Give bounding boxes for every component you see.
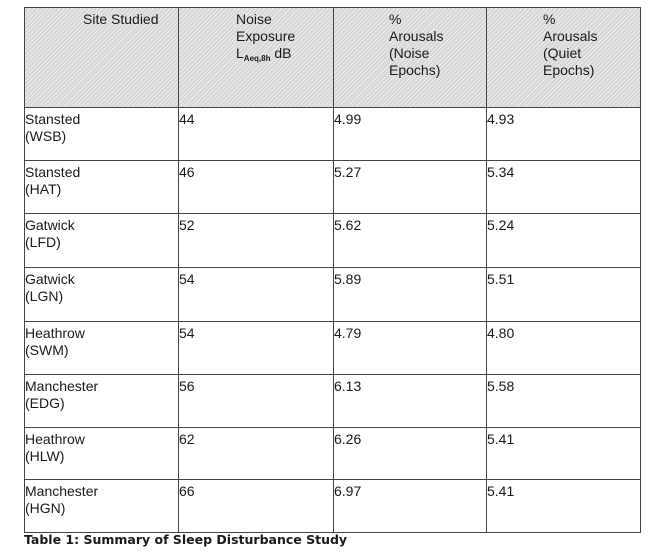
site-name: Manchester: [25, 483, 99, 499]
header-arousals-quiet-line1: %: [543, 11, 556, 27]
arousals-quiet-value: 5.41: [487, 431, 515, 447]
arousals-noise-cell: [334, 375, 487, 428]
site-name: Heathrow: [25, 325, 85, 341]
arousals-noise-value: 6.13: [334, 378, 362, 394]
table-row: [25, 322, 641, 375]
noise-value: 66: [179, 483, 195, 499]
arousals-quiet-value: 4.93: [487, 111, 515, 127]
arousals-quiet-value: 5.34: [487, 164, 515, 180]
table-row: [25, 108, 641, 161]
sleep-disturbance-table: [24, 7, 641, 533]
site-cell: [25, 214, 179, 268]
site-code: (LGN): [25, 288, 64, 304]
arousals-noise-value: 4.99: [334, 111, 362, 127]
table-row: [25, 268, 641, 322]
site-name: Gatwick: [25, 217, 75, 233]
site-code: (SWM): [25, 342, 69, 358]
site-code: (HGN): [25, 500, 66, 516]
noise-value: 56: [179, 378, 195, 394]
site-name: Stansted: [25, 111, 81, 127]
site-code: (EDG): [25, 395, 65, 411]
header-site-label: Site Studied: [83, 11, 159, 27]
header-site-studied: [25, 8, 179, 108]
noise-value: 46: [179, 164, 195, 180]
header-noise-line1: Noise: [236, 11, 272, 27]
noise-cell: [179, 322, 334, 375]
arousals-quiet-cell: [487, 375, 641, 428]
noise-cell: [179, 428, 334, 480]
arousals-quiet-value: 5.58: [487, 378, 515, 394]
header-arousals-noise-line2: Arousals: [389, 28, 444, 44]
arousals-noise-cell: [334, 428, 487, 480]
table-header: [25, 8, 641, 108]
header-arousals-noise-line3: (Noise: [389, 45, 430, 61]
arousals-quiet-cell: [487, 214, 641, 268]
table-row: [25, 214, 641, 268]
arousals-quiet-cell: [487, 480, 641, 533]
site-code: (HAT): [25, 181, 62, 197]
site-cell: [25, 480, 179, 533]
arousals-noise-cell: [334, 268, 487, 322]
site-name: Gatwick: [25, 271, 75, 287]
arousals-quiet-value: 5.41: [487, 483, 515, 499]
table-caption: Table 1: Summary of Sleep Disturbance Study: [24, 532, 348, 547]
arousals-quiet-value: 5.51: [487, 271, 515, 287]
table-row: [25, 161, 641, 214]
arousals-quiet-cell: [487, 268, 641, 322]
arousals-noise-value: 6.26: [334, 431, 362, 447]
site-name: Manchester: [25, 378, 99, 394]
site-code: (LFD): [25, 234, 61, 250]
arousals-noise-value: 6.97: [334, 483, 362, 499]
header-arousals-noise-line1: %: [389, 11, 402, 27]
arousals-noise-cell: [334, 480, 487, 533]
noise-cell: [179, 480, 334, 533]
arousals-noise-cell: [334, 322, 487, 375]
table-body: [25, 108, 641, 533]
site-cell: [25, 428, 179, 480]
header-noise-line3: [236, 45, 333, 62]
header-noise-exposure: [179, 8, 334, 108]
site-cell: [25, 322, 179, 375]
arousals-quiet-value: 5.24: [487, 217, 515, 233]
header-noise-symbol: L: [236, 45, 244, 61]
arousals-noise-value: 5.27: [334, 164, 362, 180]
site-cell: [25, 375, 179, 428]
header-arousals-noise-epochs: [334, 8, 487, 108]
arousals-noise-cell: [334, 108, 487, 161]
noise-cell: [179, 375, 334, 428]
header-arousals-quiet-epochs: [487, 8, 641, 108]
arousals-noise-value: 5.62: [334, 217, 362, 233]
site-code: (WSB): [25, 128, 67, 144]
table-row: [25, 375, 641, 428]
arousals-quiet-cell: [487, 322, 641, 375]
noise-value: 62: [179, 431, 195, 447]
site-name: Heathrow: [25, 431, 85, 447]
site-cell: [25, 268, 179, 322]
header-noise-subscript: Aeq,8h: [243, 54, 271, 63]
arousals-noise-value: 5.89: [334, 271, 362, 287]
header-noise-unit: dB: [270, 45, 292, 61]
arousals-noise-cell: [334, 214, 487, 268]
noise-value: 44: [179, 111, 195, 127]
header-arousals-noise-line4: Epochs): [389, 62, 441, 78]
site-code: (HLW): [25, 448, 65, 464]
arousals-noise-value: 4.79: [334, 325, 362, 341]
noise-cell: [179, 161, 334, 214]
noise-value: 52: [179, 217, 195, 233]
site-cell: [25, 161, 179, 214]
arousals-noise-cell: [334, 161, 487, 214]
header-noise-line2: Exposure: [236, 28, 296, 44]
noise-cell: [179, 214, 334, 268]
site-cell: [25, 108, 179, 161]
arousals-quiet-cell: [487, 108, 641, 161]
table-row: [25, 428, 641, 480]
noise-cell: [179, 268, 334, 322]
table-row: [25, 480, 641, 533]
header-arousals-quiet-line3: (Quiet: [543, 45, 582, 61]
header-row: [25, 8, 641, 108]
arousals-quiet-cell: [487, 428, 641, 480]
noise-cell: [179, 108, 334, 161]
arousals-quiet-value: 4.80: [487, 325, 515, 341]
arousals-quiet-cell: [487, 161, 641, 214]
noise-value: 54: [179, 325, 195, 341]
header-arousals-quiet-line2: Arousals: [543, 28, 598, 44]
site-name: Stansted: [25, 164, 81, 180]
header-arousals-quiet-line4: Epochs): [543, 62, 595, 78]
noise-value: 54: [179, 271, 195, 287]
